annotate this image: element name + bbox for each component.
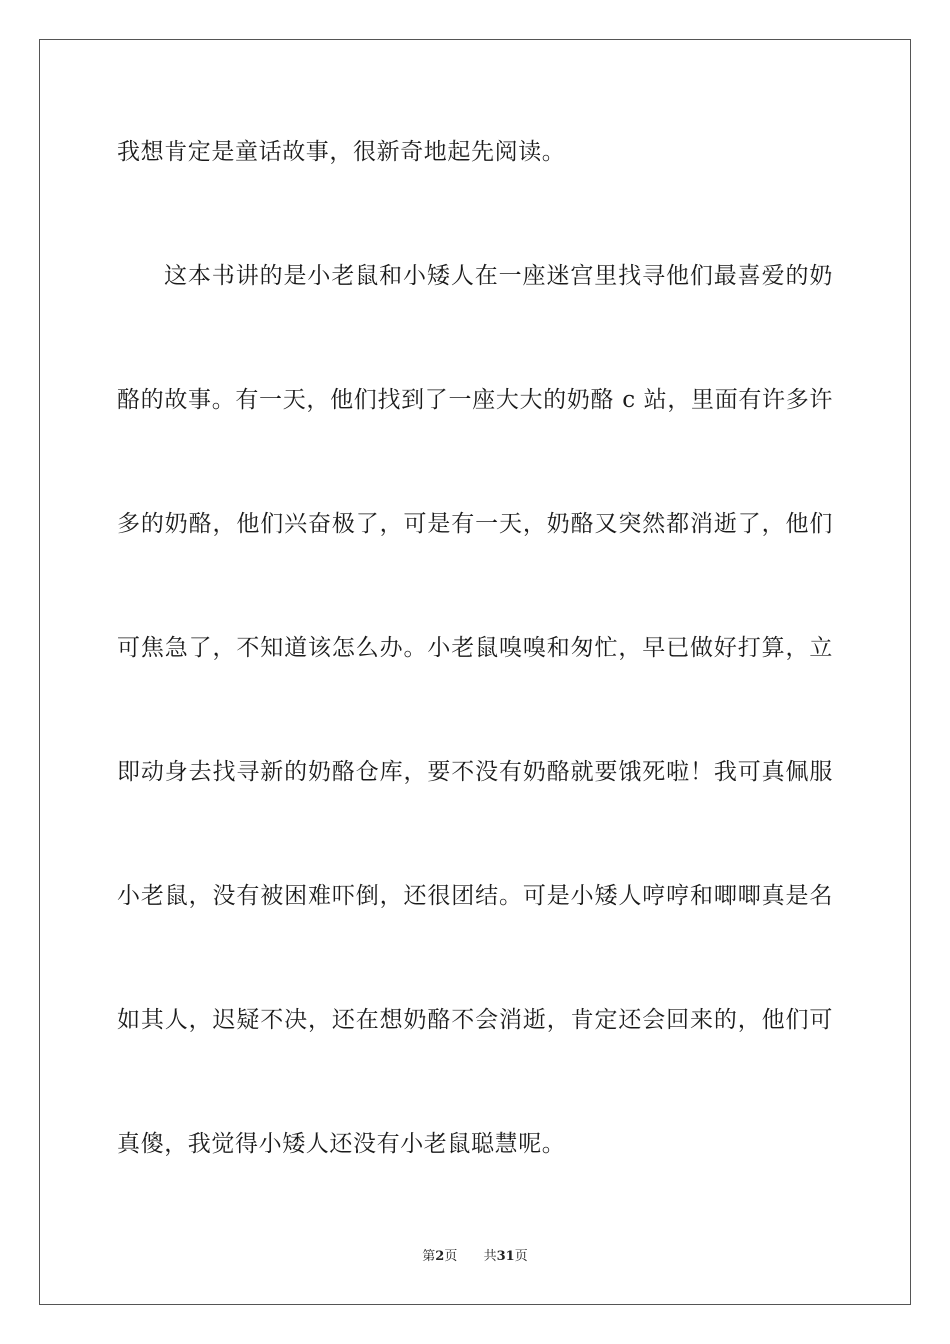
paragraph-line-1: 我想肯定是童话故事，很新奇地起先阅读。 bbox=[117, 139, 566, 165]
paragraph-line-7: 小老鼠，没有被困难吓倒，还很团结。可是小矮人哼哼和唧唧真是名 bbox=[117, 883, 833, 909]
paragraph-line-6: 即动身去找寻新的奶酪仓库，要不没有奶酪就要饿死啦！我可真佩服 bbox=[117, 759, 833, 785]
page-border bbox=[39, 39, 911, 1305]
paragraph-line-8: 如其人，迟疑不决，还在想奶酪不会消逝，肯定还会回来的，他们可 bbox=[117, 1007, 833, 1033]
page-footer bbox=[0, 1248, 950, 1266]
page-number-label: 第2页 bbox=[422, 1249, 458, 1264]
total-pages-label: 共31页 bbox=[483, 1249, 528, 1264]
paragraph-line-4: 多的奶酪，他们兴奋极了，可是有一天，奶酪又突然都消逝了，他们 bbox=[117, 511, 833, 537]
paragraph-line-2: 这本书讲的是小老鼠和小矮人在一座迷宫里找寻他们最喜爱的奶 bbox=[164, 263, 833, 289]
paragraph-line-5: 可焦急了，不知道该怎么办。小老鼠嗅嗅和匆忙，早已做好打算，立 bbox=[117, 635, 833, 661]
paragraph-line-3: 酪的故事。有一天，他们找到了一座大大的奶酪 c 站，里面有许多许 bbox=[117, 387, 833, 413]
paragraph-line-9: 真傻，我觉得小矮人还没有小老鼠聪慧呢。 bbox=[117, 1131, 566, 1157]
